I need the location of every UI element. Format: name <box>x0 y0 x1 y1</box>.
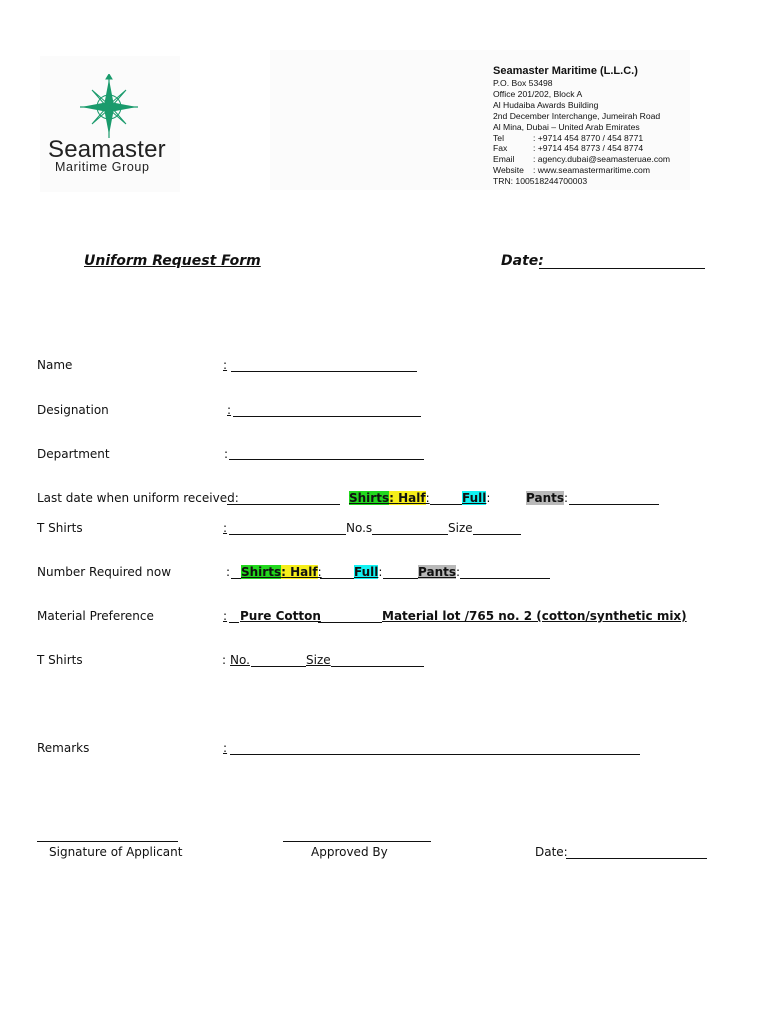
req-full-label: Full <box>354 565 379 579</box>
last-pants-group: Pants: <box>526 491 569 505</box>
company-address-block <box>493 64 670 187</box>
size2-label: Size <box>306 653 331 667</box>
approved-line[interactable] <box>283 841 431 842</box>
no-label: No. <box>230 653 250 667</box>
address-line: Office 201/202, Block A <box>493 88 583 99</box>
material-mid-line <box>318 622 382 623</box>
tshirts-colon: : <box>223 521 228 535</box>
contact-row-tel: Tel : +9714 454 8770 / 454 8771 <box>493 132 644 143</box>
tshirts2-size-field[interactable] <box>331 666 424 667</box>
signature-line[interactable] <box>37 841 178 842</box>
date-label: Date: <box>501 253 544 269</box>
approved-label: Approved By <box>311 845 388 859</box>
half-label: Half <box>398 491 426 505</box>
tshirts-size-field[interactable] <box>473 534 521 535</box>
size-label: Size <box>448 521 473 535</box>
req-full-field[interactable] <box>383 578 418 579</box>
contact-row-website: Website : www.seamastermaritime.com <box>493 165 650 176</box>
footer-date-field[interactable] <box>566 858 707 859</box>
shirts-label: Shirts <box>349 491 390 505</box>
nos-label: No.s <box>346 521 373 535</box>
department-label: Department <box>37 447 110 461</box>
number-required-label: Number Required now <box>37 565 172 579</box>
compass-rose-icon <box>80 74 138 140</box>
signature-label: Signature of Applicant <box>49 845 183 859</box>
address-line: 2nd December Interchange, Jumeirah Road <box>493 110 661 121</box>
req-pants-field[interactable] <box>460 578 550 579</box>
address-line: Al Mina, Dubai – United Arab Emirates <box>493 121 640 132</box>
material-colon: : <box>223 609 228 623</box>
tshirts2-colon: : <box>222 653 227 667</box>
pants-label: Pants <box>526 491 564 505</box>
number-required-colon: : <box>226 565 231 579</box>
brand-subname: Maritime Group <box>55 160 150 174</box>
date-field[interactable] <box>539 268 705 269</box>
tshirts2-no-field[interactable] <box>251 666 306 667</box>
address-line: Al Hudaiba Awards Building <box>493 99 599 110</box>
remarks-field[interactable] <box>230 754 640 755</box>
name-field[interactable] <box>231 371 417 372</box>
designation-colon: : <box>227 403 232 417</box>
footer-date-label: Date: <box>535 845 568 859</box>
tshirts-nos-field[interactable] <box>229 534 346 535</box>
department-field[interactable] <box>229 459 424 460</box>
material-pre-line <box>229 622 239 623</box>
designation-label: Designation <box>37 403 109 417</box>
tshirts-label: T Shirts <box>37 521 83 535</box>
req-pants-group: Pants: <box>418 565 461 579</box>
last-shirts-row: Shirts: Half: <box>349 491 430 505</box>
req-shirts-row: Shirts: Half: <box>241 565 322 579</box>
tshirts2-label: T Shirts <box>37 653 83 667</box>
full-label: Full <box>462 491 487 505</box>
req-full-group: Full: <box>354 565 383 579</box>
brand-name: Seamaster <box>48 136 166 163</box>
name-label: Name <box>37 358 73 372</box>
designation-field[interactable] <box>233 416 421 417</box>
form-title: Uniform Request Form <box>84 253 261 269</box>
trn: TRN: 100518244700003 <box>493 176 588 187</box>
pure-cotton-option[interactable]: Pure Cotton <box>240 609 321 623</box>
last-date-field[interactable] <box>227 504 340 505</box>
last-date-label: Last date when uniform received: <box>37 491 239 505</box>
remarks-label: Remarks <box>37 741 90 755</box>
company-name: Seamaster Maritime (L.L.C.) <box>493 65 638 77</box>
last-half-field[interactable] <box>430 504 462 505</box>
last-pants-field[interactable] <box>569 504 659 505</box>
name-colon: : <box>223 358 228 372</box>
contact-row-fax: Fax : +9714 454 8773 / 454 8774 <box>493 143 644 154</box>
req-half-label: Half <box>290 565 318 579</box>
department-colon: : <box>224 447 229 461</box>
address-line: P.O. Box 53498 <box>493 78 553 88</box>
material-label: Material Preference <box>37 609 154 623</box>
material-lot-option[interactable]: Material lot /765 no. 2 (cotton/synthetic mix) <box>382 609 687 623</box>
contact-row-email: Email : agency.dubai@seamasteruae.com <box>493 154 671 165</box>
remarks-colon: : <box>223 741 228 755</box>
tshirts-nos-line[interactable] <box>372 534 448 535</box>
number-required-pre-line[interactable] <box>231 578 241 579</box>
req-shirts-label: Shirts <box>241 565 282 579</box>
last-full-group: Full: <box>462 491 491 505</box>
req-half-field[interactable] <box>320 578 354 579</box>
req-pants-label: Pants <box>418 565 456 579</box>
